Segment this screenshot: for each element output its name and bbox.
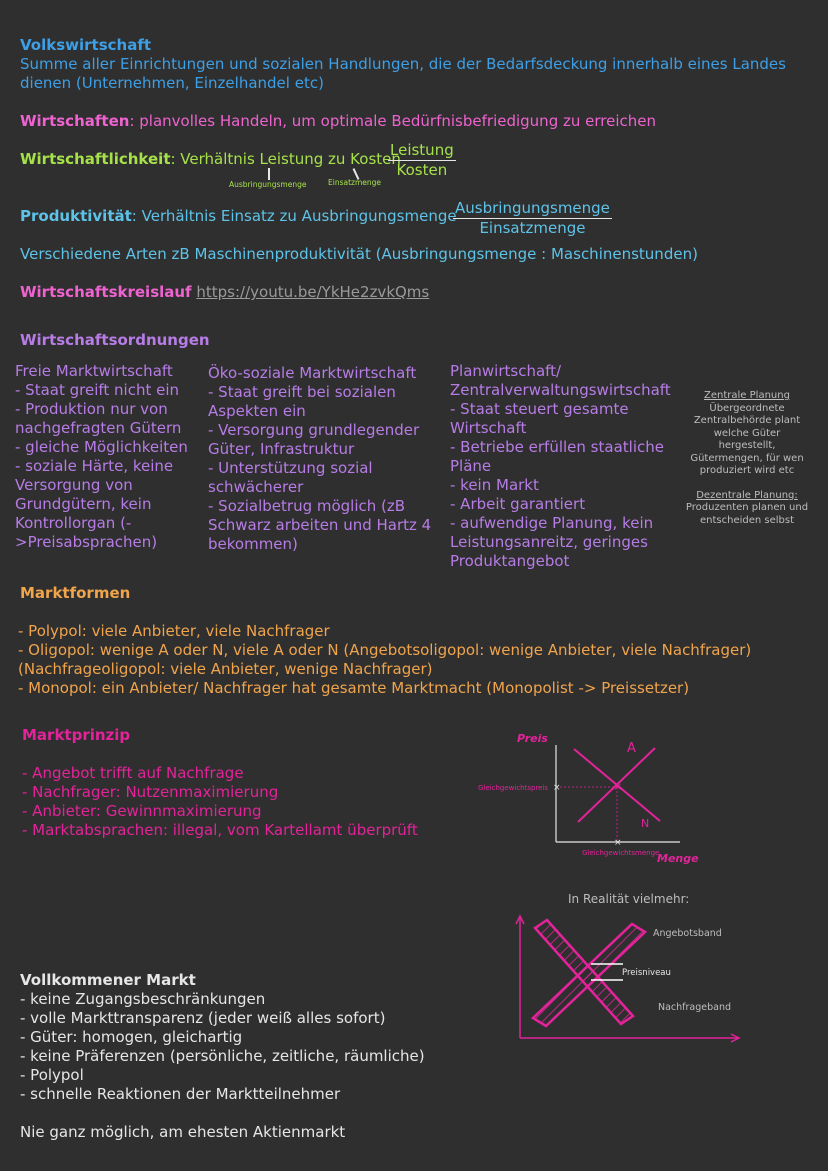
diagram1-quantity-x: × <box>614 838 622 848</box>
list-item: Pläne <box>450 457 492 475</box>
list-item: - Staat greift bei sozialen <box>208 383 396 401</box>
list-item: Wirtschaft <box>450 419 527 437</box>
wirtschaftskreislauf-title: Wirtschaftskreislauf <box>20 283 192 301</box>
produktivitaet-numerator: Ausbringungsmenge <box>455 199 610 217</box>
vollkommener-markt-list <box>20 990 520 1104</box>
list-item: - Arbeit garantiert <box>450 495 586 513</box>
list-item: bekommen) <box>208 535 298 553</box>
list-item: (Nachfrageoligopol: viele Anbieter, wenige Nachfrager) <box>18 660 433 678</box>
supply-demand-band-diagram <box>505 910 745 1045</box>
list-item: - keine Präferenzen (persönliche, zeitliche, räumliche) <box>20 1047 425 1065</box>
sidenote-line: entscheiden selbst <box>699 514 795 526</box>
list-item: Güter, Infrastruktur <box>208 440 355 458</box>
list-item: - Polypol: viele Anbieter, viele Nachfrager <box>18 622 330 640</box>
list-item: Schwarz arbeiten und Hartz 4 <box>208 516 432 534</box>
wirtschaften-text: : planvolles Handeln, um optimale Bedürfnisbefriedigung zu erreichen <box>129 112 656 130</box>
section-volkswirtschaft <box>20 36 810 93</box>
produktivitaet-denominator: Einsatzmenge <box>479 219 586 237</box>
section-produktivitaet <box>20 207 457 226</box>
marktformen-list <box>18 622 808 698</box>
wirtschaftlichkeit-note-right: Einsatzmenge <box>328 178 382 187</box>
list-item: Zentralverwaltungswirtschaft <box>450 381 671 399</box>
ordnung-oeko-soziale-marktwirtschaft <box>208 364 443 554</box>
diagram1-price-x: × <box>553 783 561 793</box>
list-item: Öko-soziale Marktwirtschaft <box>208 364 417 382</box>
diagram1-curve-n: N <box>641 817 650 830</box>
diagram1-y-label: Preis <box>517 732 548 745</box>
list-item: - Güter: homogen, gleichartig <box>20 1028 243 1046</box>
produktivitaet-text: : Verhältnis Einsatz zu Ausbringungsmenge <box>131 207 457 225</box>
list-item: Freie Marktwirtschaft <box>15 362 173 380</box>
vollkommener-markt-title: Vollkommener Markt <box>20 971 196 989</box>
volkswirtschaft-title: Volkswirtschaft <box>20 36 152 54</box>
marktformen-title: Marktformen <box>20 584 131 602</box>
list-item: - Staat steuert gesamte <box>450 400 629 418</box>
supply-demand-diagram <box>470 725 710 870</box>
section-wirtschaftlichkeit <box>20 150 401 169</box>
list-item: - Marktabsprachen: illegal, vom Kartellamt überprüft <box>22 821 418 839</box>
produktivitaet-note: Verschiedene Arten zB Maschinenproduktivität (Ausbringungsmenge : Maschinenstunden) <box>20 245 698 263</box>
list-item: Planwirtschaft/ <box>450 362 562 380</box>
section-wirtschaften <box>20 112 656 131</box>
sidenote-line: Übergeordnete <box>709 402 785 414</box>
ordnung-planwirtschaft <box>450 362 685 571</box>
wirtschaftlichkeit-denominator: Kosten <box>396 161 448 179</box>
dezentrale-planung-text <box>684 502 810 527</box>
ordnung-freie-marktwirtschaft <box>15 362 205 552</box>
leistung-arrow <box>268 168 270 180</box>
diagram1-x-label: Menge <box>657 852 699 865</box>
zentrale-planung-text <box>684 403 810 478</box>
list-item: - Monopol: ein Anbieter/ Nachfrager hat gesamte Marktmacht (Monopolist -> Preissetzer) <box>18 679 690 697</box>
list-item: nachgefragten Gütern <box>15 419 182 437</box>
list-item: - Anbieter: Gewinnmaximierung <box>22 802 262 820</box>
planung-sidenote <box>684 390 810 527</box>
sidenote-line: welche Güter hergestellt, <box>713 427 781 451</box>
list-item: - volle Markttransparenz (jeder weiß alles sofort) <box>20 1009 386 1027</box>
wirtschaftsordnungen-title: Wirtschaftsordnungen <box>20 331 210 349</box>
list-item: - kein Markt <box>450 476 539 494</box>
list-item: Versorgung von <box>15 476 133 494</box>
zentrale-planung-title: Zentrale Planung <box>704 390 790 401</box>
wirtschaftlichkeit-text: : Verhältnis Leistung zu Kosten <box>170 150 401 168</box>
list-item: - Betriebe erfüllen staatliche <box>450 438 664 456</box>
list-item: - soziale Härte, keine <box>15 457 174 475</box>
list-item: Produktangebot <box>450 552 570 570</box>
list-item: - Polypol <box>20 1066 84 1084</box>
diagram1-quantity-label: Gleichgewichtsmenge <box>582 849 660 857</box>
list-item: schwächerer <box>208 478 304 496</box>
sidenote-line: produziert wird etc <box>699 465 795 476</box>
produktivitaet-fraction <box>453 199 612 238</box>
sidenote-line: Gütermengen, für wen <box>690 452 804 464</box>
diagram2-title: In Realität vielmehr: <box>568 892 690 906</box>
list-item: - Nachfrager: Nutzenmaximierung <box>22 783 279 801</box>
marktprinzip-title: Marktprinzip <box>22 726 131 744</box>
list-item: Grundgütern, kein <box>15 495 152 513</box>
list-item: Kontrollorgan (- <box>15 514 132 532</box>
list-item: - gleiche Möglichkeiten <box>15 438 188 456</box>
list-item: - Produktion nur von <box>15 400 168 418</box>
diagram2-band-n: Nachfrageband <box>658 1002 732 1013</box>
wirtschaftlichkeit-numerator: Leistung <box>390 141 454 159</box>
list-item: - Oligopol: wenige A oder N, viele A oder N (Angebotsoligopol: wenige Anbieter, viele Nachfrager) <box>18 641 752 659</box>
volkswirtschaft-text-1: Summe aller Einrichtungen und sozialen Handlungen, die der Bedarfsdeckung innerhalb eines Landes <box>20 55 786 73</box>
list-item: >Preisabsprachen) <box>15 533 158 551</box>
diagram1-intersection-x: × <box>613 780 623 793</box>
list-item: - Angebot trifft auf Nachfrage <box>22 764 244 782</box>
volkswirtschaft-text-2: dienen (Unternehmen, Einzelhandel etc) <box>20 74 324 92</box>
wirtschaftlichkeit-fraction <box>388 141 456 180</box>
list-item: - Versorgung grundlegender <box>208 421 420 439</box>
diagram1-price-label: Gleichgewichtspreis <box>478 784 549 792</box>
diagram1-curve-a: A <box>627 741 636 756</box>
list-item: Aspekten ein <box>208 402 306 420</box>
marktprinzip-list <box>22 764 462 840</box>
sidenote-line: Produzenten planen und <box>685 502 809 513</box>
wirtschaftlichkeit-note-left: Ausbringungsmenge <box>229 180 307 189</box>
list-item: Leistungsanreitz, geringes <box>450 533 648 551</box>
wirtschaftlichkeit-title: Wirtschaftlichkeit <box>20 150 171 168</box>
list-item: - aufwendige Planung, kein <box>450 514 654 532</box>
wirtschaften-title: Wirtschaften <box>20 112 130 130</box>
list-item: - Sozialbetrug möglich (zB <box>208 497 406 515</box>
list-item: - keine Zugangsbeschränkungen <box>20 990 266 1008</box>
produktivitaet-title: Produktivität <box>20 207 132 225</box>
sidenote-line: Zentralbehörde plant <box>693 415 801 426</box>
section-wirtschaftskreislauf <box>20 283 429 302</box>
diagram2-band-a: Angebotsband <box>653 928 722 939</box>
vollkommener-markt-note: Nie ganz möglich, am ehesten Aktienmarkt <box>20 1123 346 1141</box>
list-item: - schnelle Reaktionen der Marktteilnehmer <box>20 1085 341 1103</box>
list-item: - Staat greift nicht ein <box>15 381 180 399</box>
wirtschaftskreislauf-link[interactable]: https://youtu.be/YkHe2zvkQms <box>196 283 430 301</box>
dezentrale-planung-title: Dezentrale Planung: <box>696 489 798 501</box>
list-item: - Unterstützung sozial <box>208 459 373 477</box>
diagram2-price-level: Preisniveau <box>622 968 671 978</box>
